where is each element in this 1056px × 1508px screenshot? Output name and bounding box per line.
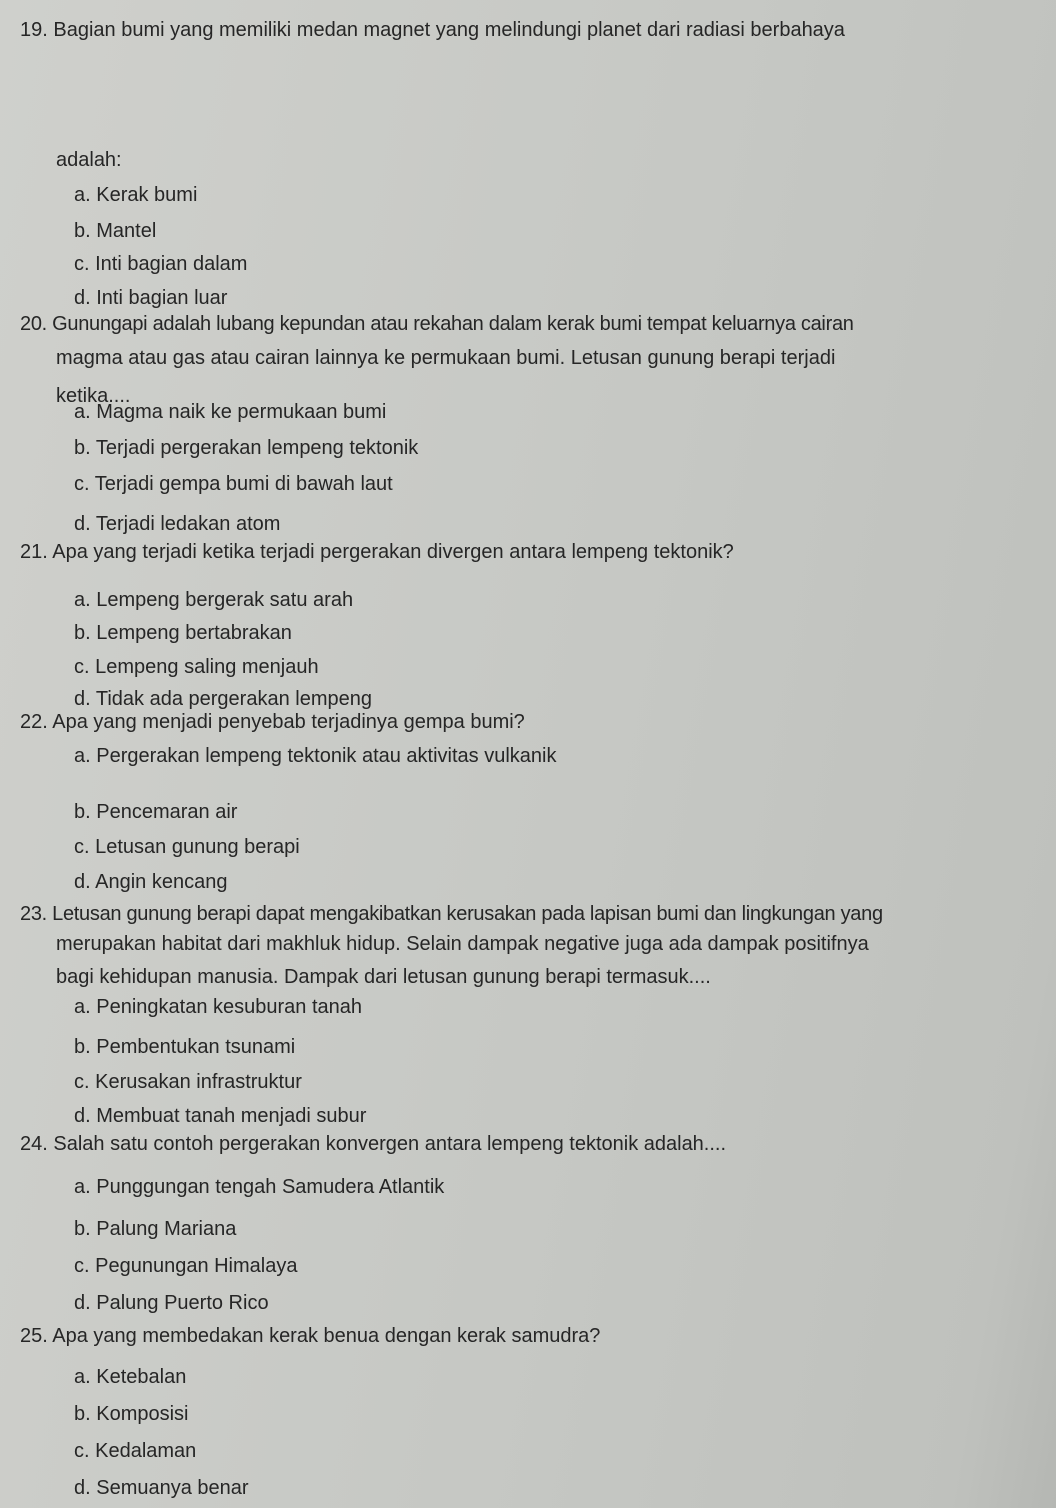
question-23-option-d: d. Membuat tanah menjadi subur (74, 1105, 367, 1127)
question-19-option-b: b. Mantel (74, 220, 157, 242)
question-24-option-c: c. Pegunungan Himalaya (74, 1255, 298, 1277)
question-21-option-c: c. Lempeng saling menjauh (74, 656, 319, 678)
question-23-option-a: a. Peningkatan kesuburan tanah (74, 996, 362, 1018)
question-20-option-a: a. Magma naik ke permukaan bumi (74, 401, 387, 423)
question-24-text: 24. Salah satu contoh pergerakan konvergen antara lempeng tektonik adalah.... (20, 1133, 727, 1155)
question-20-text-cont2: ketika.... (56, 385, 131, 407)
question-19-option-c: c. Inti bagian dalam (74, 253, 248, 275)
question-25-option-a: a. Ketebalan (74, 1366, 187, 1388)
question-22-option-b: b. Pencemaran air (74, 801, 238, 823)
question-19-text-cont: adalah: (56, 149, 122, 171)
question-20-option-d: d. Terjadi ledakan atom (74, 513, 281, 535)
question-22-option-a: a. Pergerakan lempeng tektonik atau aktivitas vulkanik (74, 745, 557, 767)
question-23-text-cont2: bagi kehidupan manusia. Dampak dari letusan gunung berapi termasuk.... (56, 966, 711, 988)
question-22-text: 22. Apa yang menjadi penyebab terjadinya gempa bumi? (20, 711, 525, 733)
question-24-option-d: d. Palung Puerto Rico (74, 1292, 269, 1314)
question-25-option-d: d. Semuanya benar (74, 1477, 249, 1499)
question-20-text: 20. Gunungapi adalah lubang kepundan atau rekahan dalam kerak bumi tempat keluarnya cairan (20, 313, 854, 335)
question-19-option-d: d. Inti bagian luar (74, 287, 228, 309)
question-24-option-b: b. Palung Mariana (74, 1218, 237, 1240)
question-25-option-c: c. Kedalaman (74, 1440, 197, 1462)
question-20-option-c: c. Terjadi gempa bumi di bawah laut (74, 473, 393, 495)
question-20-text-cont: magma atau gas atau cairan lainnya ke permukaan bumi. Letusan gunung berapi terjadi (56, 347, 836, 369)
question-24-option-a: a. Punggungan tengah Samudera Atlantik (74, 1176, 445, 1198)
question-23-text: 23. Letusan gunung berapi dapat mengakibatkan kerusakan pada lapisan bumi dan lingkungan yang (20, 903, 883, 925)
question-21-option-b: b. Lempeng bertabrakan (74, 622, 292, 644)
question-21-option-d: d. Tidak ada pergerakan lempeng (74, 688, 372, 710)
question-22-option-d: d. Angin kencang (74, 871, 228, 893)
question-21-text: 21. Apa yang terjadi ketika terjadi pergerakan divergen antara lempeng tektonik? (20, 541, 734, 563)
question-19-text: 19. Bagian bumi yang memiliki medan magnet yang melindungi planet dari radiasi berbahaya (20, 19, 845, 41)
question-21-option-a: a. Lempeng bergerak satu arah (74, 589, 354, 611)
question-22-option-c: c. Letusan gunung berapi (74, 836, 300, 858)
question-25-text: 25. Apa yang membedakan kerak benua dengan kerak samudra? (20, 1325, 601, 1347)
question-19-option-a: a. Kerak bumi (74, 184, 198, 206)
question-25-option-b: b. Komposisi (74, 1403, 189, 1425)
question-23-option-b: b. Pembentukan tsunami (74, 1036, 296, 1058)
question-20-option-b: b. Terjadi pergerakan lempeng tektonik (74, 437, 419, 459)
question-23-text-cont: merupakan habitat dari makhluk hidup. Selain dampak negative juga ada dampak positifnya (56, 933, 869, 955)
question-23-option-c: c. Kerusakan infrastruktur (74, 1071, 302, 1093)
